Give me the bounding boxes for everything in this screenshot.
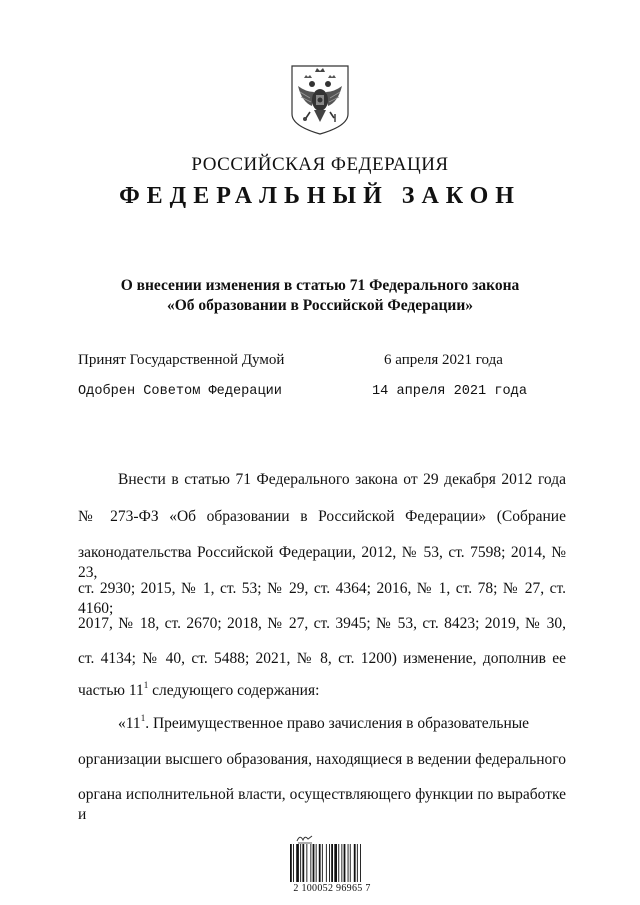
paragraph-1-line-3: законодательства Российской Федерации, 2012, № 53, ст. 7598; 2014, № 23, [78, 544, 566, 581]
duma-adoption-date: 6 апреля 2021 года [384, 352, 503, 368]
council-approval-date: 14 апреля 2021 года [372, 384, 527, 399]
paragraph-1-line-7: частью $11^1$ следующего содержания: [78, 680, 320, 699]
document-type: ФЕДЕРАЛЬНЫЙ ЗАКОН [119, 183, 521, 209]
duma-adoption-label: Принят Государственной Думой [78, 352, 285, 368]
council-approval-label: Одобрен Советом Федерации [78, 384, 282, 399]
country-name: РОССИЙСКАЯ ФЕДЕРАЦИЯ [191, 154, 449, 175]
law-title-line-2: «Об образовании в Российской Федерации» [166, 297, 474, 314]
handwritten-mark-icon [296, 832, 314, 844]
barcode-number: 2 100052 96965 7 [293, 883, 371, 894]
paragraph-1-line-5: 2017, № 18, ст. 2670; 2018, № 27, ст. 3945; № 53, ст. 8423; 2019, № 30, [78, 615, 566, 632]
paragraph-2-line-3: органа исполнительной власти, осуществляющего функции по выработке и [78, 786, 566, 823]
paragraph-2-line-2: организации высшего образования, находящиеся в ведении федерального [78, 751, 566, 768]
paragraph-1-line-1: Внести в статью 71 Федерального закона от 29 декабря 2012 года [118, 471, 566, 488]
law-title [60, 276, 580, 316]
barcode-icon [290, 844, 374, 882]
paragraph-2-line-1: «$11^1$. Преимущественное право зачисления в образовательные [118, 713, 530, 732]
law-title-line-1: О внесении изменения в статью 71 Федерального закона [120, 277, 520, 294]
paragraph-1-line-4: ст. 2930; 2015, № 1, ст. 53; № 29, ст. 4364; 2016, № 1, ст. 78; № 27, ст. 4160; [78, 580, 566, 617]
coat-of-arms-icon [288, 62, 352, 136]
document-barcode [284, 832, 380, 892]
paragraph-1-line-6: ст. 4134; № 40, ст. 5488; 2021, № 8, ст. 1200) изменение, дополнив ее [78, 650, 566, 667]
paragraph-1-line-2: № 273-ФЗ «Об образовании в Российской Федерации» (Собрание [78, 508, 566, 525]
